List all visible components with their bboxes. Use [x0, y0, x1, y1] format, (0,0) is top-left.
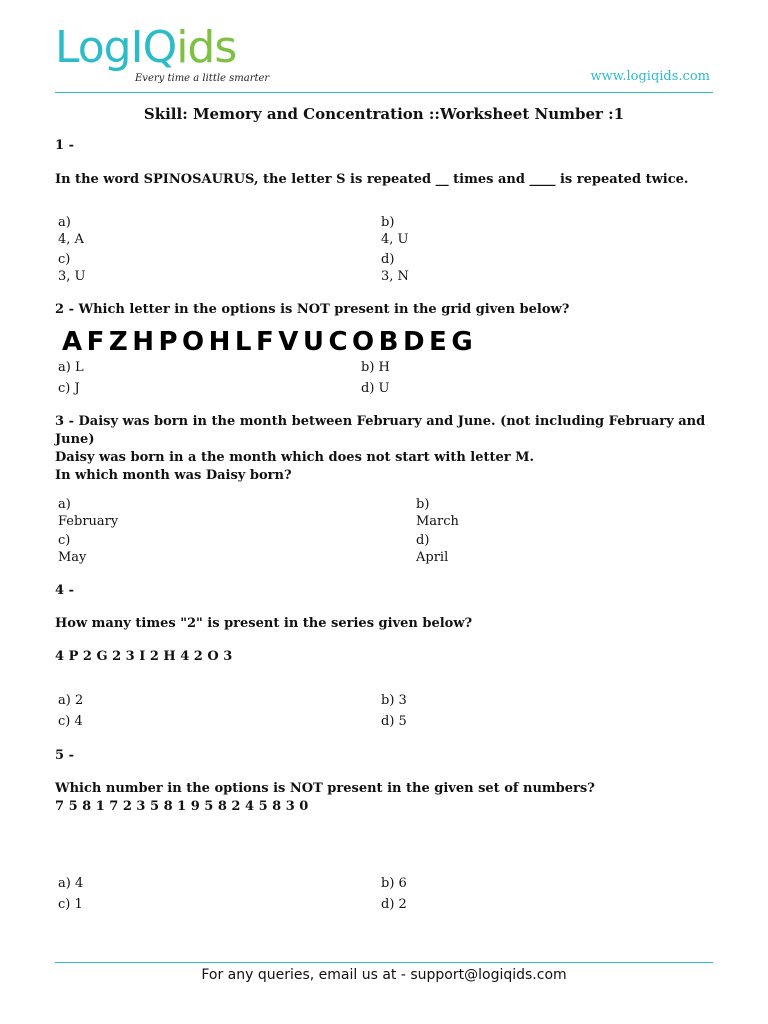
q1-option-b-label: b): [381, 215, 395, 230]
q2-option-d[interactable]: d) U: [361, 381, 390, 396]
q4-option-a[interactable]: a) 2: [58, 693, 84, 708]
q3-option-d-value: April: [416, 550, 449, 565]
q3-option-c-label: c): [58, 533, 71, 548]
q3-line-3: Daisy was born in a the month which does not start with letter M.: [55, 450, 535, 465]
q1-option-c-value: 3, U: [58, 269, 86, 284]
q3-option-b-label: b): [416, 497, 430, 512]
q5-number: 5 -: [55, 748, 74, 763]
q4-series: 4 P 2 G 2 3 I 2 H 4 2 O 3: [55, 649, 233, 664]
q1-number: 1 -: [55, 138, 74, 153]
q1-option-b[interactable]: [381, 214, 409, 248]
q3-text: [55, 413, 715, 485]
q3-option-d[interactable]: [416, 532, 448, 566]
q3-option-b[interactable]: [416, 496, 459, 530]
q5-option-d[interactable]: d) 2: [381, 897, 407, 912]
footer-contact: For any queries, email us at - support@logiqids.com: [201, 967, 567, 983]
q3-line-4: In which month was Daisy born?: [55, 468, 292, 483]
q4-option-b[interactable]: b) 3: [381, 693, 407, 708]
q3-option-a-value: February: [58, 514, 119, 529]
q4-number: 4 -: [55, 583, 74, 598]
q2-option-a[interactable]: a) L: [58, 360, 84, 375]
logo-text-blue: LogIQ: [55, 22, 177, 73]
logo-tagline: Every time a little smarter: [135, 73, 270, 84]
q1-option-a-value: 4, A: [58, 232, 84, 247]
q3-line-1: 3 - Daisy was born in the month between February and June. (not including February and: [55, 414, 706, 429]
q1-option-b-value: 4, U: [381, 232, 409, 247]
q1-option-d[interactable]: [381, 251, 409, 285]
q1-option-d-label: d): [381, 252, 395, 267]
q5-option-a[interactable]: a) 4: [58, 876, 84, 891]
q1-option-a-label: a): [58, 215, 71, 230]
q1-option-c[interactable]: [58, 251, 86, 285]
q2-letter-grid: AFZHPOHLFVUCOBDEG: [62, 327, 478, 357]
q3-option-a-label: a): [58, 497, 71, 512]
q1-option-c-label: c): [58, 252, 71, 267]
q1-text: In the word SPINOSAURUS, the letter S is repeated __ times and ____ is repeated twice.: [55, 172, 689, 187]
q3-option-a[interactable]: [58, 496, 118, 530]
logo: [55, 22, 237, 73]
header-divider: [55, 92, 713, 93]
q3-option-d-label: d): [416, 533, 430, 548]
q3-line-2: June): [55, 432, 95, 447]
q5-option-c[interactable]: c) 1: [58, 897, 83, 912]
logo-text-green: ids: [176, 22, 237, 73]
q4-option-c[interactable]: c) 4: [58, 714, 83, 729]
q3-option-c[interactable]: [58, 532, 86, 566]
q4-text: How many times "2" is present in the series given below?: [55, 616, 473, 631]
q3-option-c-value: May: [58, 550, 87, 565]
q5-series: 7 5 8 1 7 2 3 5 8 1 9 5 8 2 4 5 8 3 0: [55, 799, 309, 814]
q1-option-d-value: 3, N: [381, 269, 409, 284]
q2-option-c[interactable]: c) J: [58, 381, 80, 396]
q5-option-b[interactable]: b) 6: [381, 876, 407, 891]
q2-text: 2 - Which letter in the options is NOT present in the grid given below?: [55, 302, 570, 317]
q3-option-b-value: March: [416, 514, 459, 529]
website-link[interactable]: www.logiqids.com: [590, 69, 710, 84]
q4-option-d[interactable]: d) 5: [381, 714, 407, 729]
q1-option-a[interactable]: [58, 214, 84, 248]
q5-text: Which number in the options is NOT present in the given set of numbers?: [55, 781, 595, 796]
worksheet-title: Skill: Memory and Concentration ::Worksheet Number :1: [143, 105, 625, 123]
q2-option-b[interactable]: b) H: [361, 360, 390, 375]
footer-divider: [55, 962, 713, 963]
